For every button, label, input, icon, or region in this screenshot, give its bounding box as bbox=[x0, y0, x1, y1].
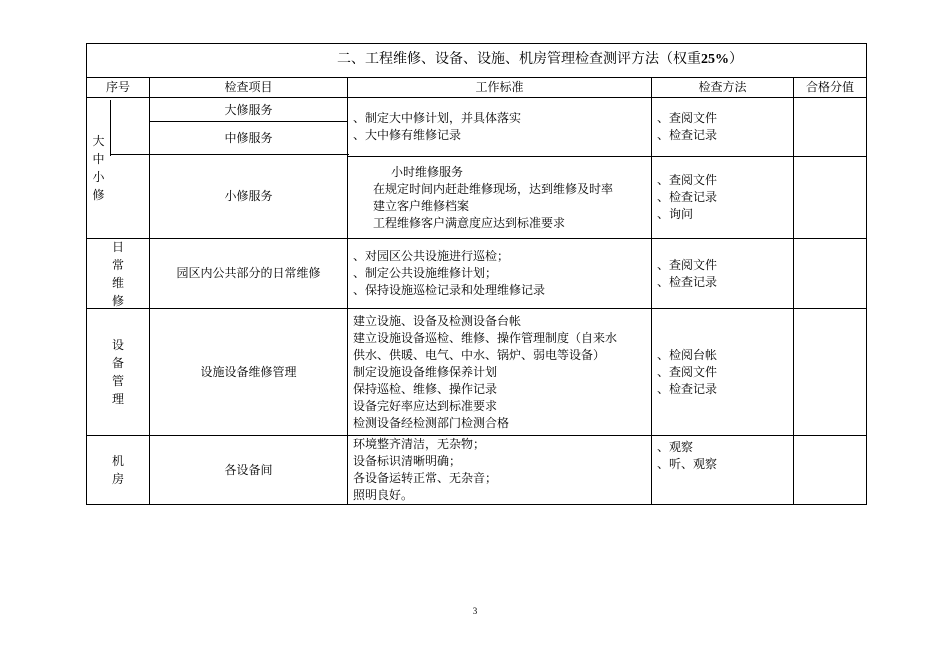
method-line: 、查阅文件 bbox=[657, 364, 718, 379]
label-char: 大 bbox=[92, 134, 105, 148]
page-number: 3 bbox=[472, 606, 478, 616]
method-machine-room bbox=[657, 439, 791, 479]
label-char: 理 bbox=[111, 392, 124, 406]
item-major-repair: 大修服务 bbox=[224, 102, 273, 117]
method-equipment bbox=[657, 309, 791, 435]
item-equipment-rooms: 各设备间 bbox=[224, 462, 273, 477]
method-line: 、听、观察 bbox=[657, 457, 718, 471]
title-weight: 25% bbox=[701, 52, 729, 67]
standard-line: 照明良好。 bbox=[353, 488, 414, 502]
standard-equipment bbox=[353, 309, 649, 435]
label-char: 中 bbox=[92, 152, 105, 166]
method-line: 、检查记录 bbox=[657, 128, 718, 142]
method-line: 、查阅文件 bbox=[657, 173, 718, 187]
title-close: ） bbox=[729, 51, 743, 67]
item-daily-repair: 园区内公共部分的日常维修 bbox=[176, 266, 321, 280]
standard-line: 检测设备经检测部门检测合格 bbox=[353, 415, 510, 430]
standard-line: 、大中修有维修记录 bbox=[353, 128, 462, 142]
label-char: 日 bbox=[111, 239, 124, 254]
label-char: 机 bbox=[111, 454, 124, 468]
label-char: 修 bbox=[111, 293, 124, 308]
standard-line: 、保持设施巡检记录和处理维修记录 bbox=[353, 283, 546, 297]
rule bbox=[87, 97, 866, 98]
standard-line: 、制定大中修计划，并具体落实 bbox=[353, 111, 522, 125]
rule bbox=[110, 100, 111, 156]
method-line: 、检查记录 bbox=[657, 274, 718, 289]
standard-line: 建立设施设备巡检、维修、操作管理制度（自来水 bbox=[353, 330, 618, 345]
rule bbox=[651, 77, 652, 504]
header-score: 合格分值 bbox=[805, 80, 854, 94]
standard-line: 环境整齐清洁，无杂物； bbox=[353, 437, 486, 451]
method-major-medium bbox=[657, 99, 791, 155]
inspection-table bbox=[86, 43, 867, 505]
method-line: 、观察 bbox=[657, 440, 694, 454]
standard-line: 、对园区公共设施进行巡检； bbox=[353, 249, 510, 263]
rule bbox=[347, 77, 348, 504]
method-line: 、检查记录 bbox=[657, 190, 718, 204]
item-equipment: 设施设备维修管理 bbox=[200, 364, 297, 379]
label-char: 维 bbox=[111, 275, 124, 290]
section-label-repair bbox=[87, 98, 110, 238]
table-title bbox=[337, 51, 857, 71]
method-line: 、询问 bbox=[657, 207, 694, 221]
label-char: 设 bbox=[111, 338, 124, 352]
section-label-daily bbox=[87, 239, 149, 308]
standard-line: 工程维修客户满意度应达到标准要求 bbox=[373, 215, 566, 230]
label-char: 备 bbox=[111, 356, 124, 370]
method-line: 、查阅文件 bbox=[657, 257, 718, 272]
header-method: 检查方法 bbox=[698, 80, 747, 94]
standard-line: 保持巡检、维修、操作记录 bbox=[353, 381, 498, 396]
label-char: 常 bbox=[111, 257, 124, 272]
label-char: 修 bbox=[92, 188, 105, 202]
standard-line: 在规定时间内赶赴维修现场，达到维修及时率 bbox=[373, 181, 614, 196]
section-label-machine-room bbox=[87, 436, 149, 504]
header-standard: 工作标准 bbox=[475, 80, 524, 94]
standard-line: 设备完好率应达到标准要求 bbox=[353, 398, 498, 413]
method-line: 、检查记录 bbox=[657, 381, 718, 396]
standard-line: 各设备运转正常、无杂音； bbox=[353, 471, 498, 485]
method-minor bbox=[657, 157, 791, 238]
standard-line: 建立客户维修档案 bbox=[373, 198, 470, 213]
standard-line: 设备标识清晰明确； bbox=[353, 454, 462, 468]
label-char: 房 bbox=[111, 472, 124, 486]
standard-line: 供水、供暖、电气、中水、锅炉、弱电等设备） bbox=[353, 347, 606, 362]
standard-line: 、制定公共设施维修计划； bbox=[353, 266, 498, 280]
item-medium-repair: 中修服务 bbox=[224, 130, 273, 145]
standard-line: 小时维修服务 bbox=[391, 164, 464, 179]
title-text: 二、工程维修、设备、设施、机房管理检查测评方法（权重 bbox=[337, 51, 701, 67]
standard-major-medium bbox=[353, 99, 649, 155]
label-char: 管 bbox=[111, 374, 124, 388]
item-minor-repair: 小修服务 bbox=[224, 189, 273, 203]
standard-line: 建立设施、设备及检测设备台帐 bbox=[353, 313, 522, 328]
standard-daily bbox=[353, 239, 649, 308]
label-char: 小 bbox=[92, 170, 105, 184]
method-line: 、检阅台帐 bbox=[657, 347, 718, 362]
rule bbox=[793, 77, 794, 504]
header-seq: 序号 bbox=[105, 80, 130, 94]
standard-machine-room bbox=[353, 436, 649, 504]
method-daily bbox=[657, 239, 791, 308]
standard-minor bbox=[373, 157, 649, 238]
standard-line: 制定设施设备维修保养计划 bbox=[353, 364, 498, 379]
header-item: 检查项目 bbox=[224, 80, 273, 94]
method-line: 、查阅文件 bbox=[657, 111, 718, 125]
section-label-equipment bbox=[87, 309, 149, 435]
